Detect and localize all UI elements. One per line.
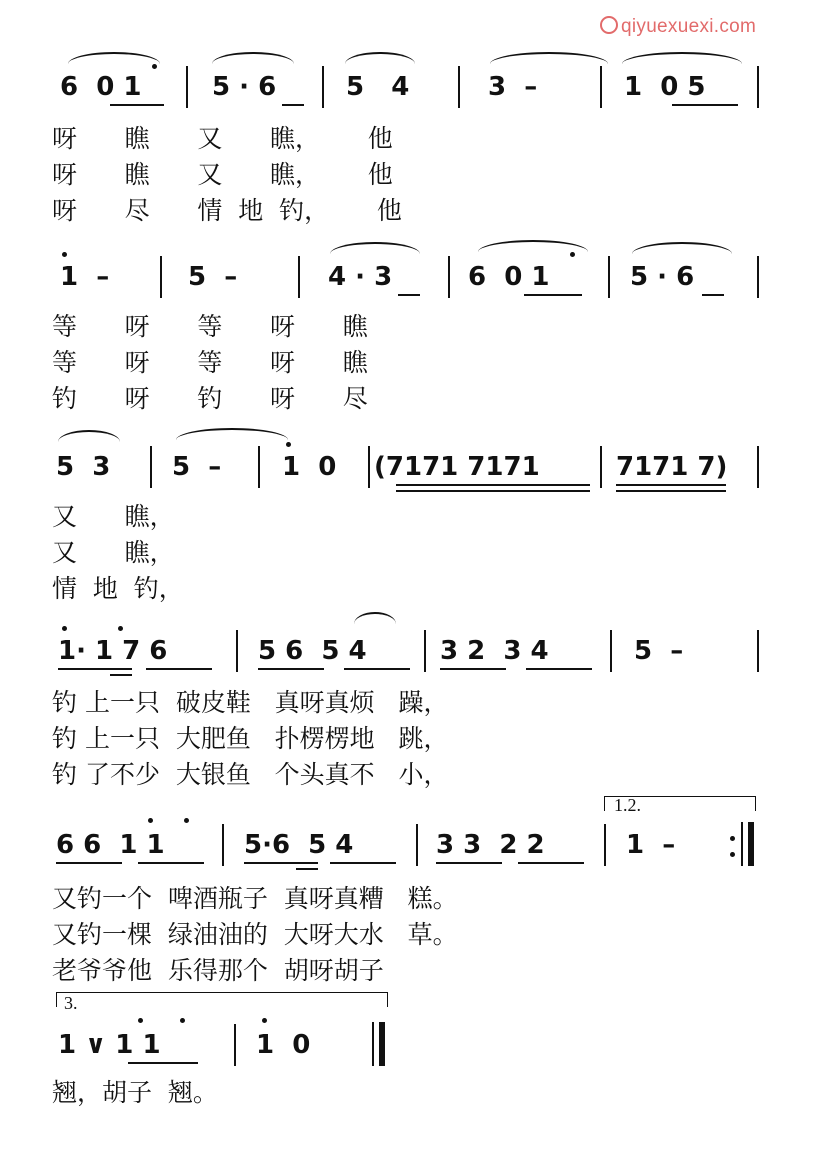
underline bbox=[128, 1062, 198, 1064]
measure: 5 – bbox=[188, 262, 238, 292]
barline bbox=[368, 446, 370, 488]
measure: 5 · 6 bbox=[630, 262, 695, 292]
measure: 7171 7) bbox=[616, 452, 728, 482]
tie bbox=[478, 240, 588, 252]
underline bbox=[282, 104, 304, 106]
underline bbox=[616, 490, 726, 492]
barline bbox=[236, 630, 238, 672]
octave-dot bbox=[148, 818, 153, 823]
final-barline bbox=[379, 1022, 385, 1066]
underline bbox=[526, 668, 592, 670]
lyric-line: 钓 呀 钓 呀 尽 bbox=[52, 384, 368, 413]
lyric-line: 又钓一棵 绿油油的 大呀大水 草。 bbox=[52, 920, 458, 949]
underline bbox=[672, 104, 738, 106]
tie bbox=[68, 52, 160, 64]
watermark: qiyuexuexi.com bbox=[600, 16, 756, 38]
underline bbox=[396, 484, 590, 486]
octave-dot bbox=[570, 252, 575, 257]
octave-dot bbox=[286, 442, 291, 447]
lyric-line: 又钓一个 啤酒瓶子 真呀真糟 糕。 bbox=[52, 884, 458, 913]
lyric-line: 呀 瞧 又 瞧， 他 bbox=[52, 160, 393, 189]
barline bbox=[757, 630, 759, 672]
octave-dot bbox=[262, 1018, 267, 1023]
lyric-line: 又 瞧， bbox=[52, 538, 175, 567]
lyric-line: 钓 上一只 破皮鞋 真呀真烦 躁， bbox=[52, 688, 449, 717]
tie bbox=[632, 242, 732, 254]
barline bbox=[150, 446, 152, 488]
lyric-line: 呀 瞧 又 瞧， 他 bbox=[52, 124, 393, 153]
barline bbox=[741, 822, 743, 866]
underline bbox=[398, 294, 420, 296]
barline bbox=[160, 256, 162, 298]
underline bbox=[436, 862, 502, 864]
lyric-line: 等 呀 等 呀 瞧 bbox=[52, 348, 368, 377]
underline bbox=[344, 668, 410, 670]
measure: 1 – bbox=[60, 262, 110, 292]
measure: 4 · 3 bbox=[328, 262, 393, 292]
underline bbox=[296, 868, 318, 870]
lyric-line: 翘，胡子 翘。 bbox=[52, 1078, 218, 1107]
barline bbox=[757, 256, 759, 298]
underline bbox=[244, 862, 318, 864]
underline bbox=[702, 294, 724, 296]
measure: 6 6 1 1 bbox=[56, 830, 165, 860]
volta-label: 1.2. bbox=[614, 795, 641, 815]
measure: 1 0 bbox=[256, 1030, 311, 1060]
repeat-dot bbox=[730, 836, 735, 841]
barline bbox=[600, 446, 602, 488]
tie bbox=[330, 242, 420, 254]
measure: 1· 1 7 6 bbox=[58, 636, 168, 666]
barline bbox=[258, 446, 260, 488]
measure: 1 0 bbox=[282, 452, 337, 482]
tie bbox=[212, 52, 294, 64]
measure: 3 2 3 4 bbox=[440, 636, 549, 666]
octave-dot bbox=[62, 252, 67, 257]
underline bbox=[110, 674, 132, 676]
measure: 3 – bbox=[488, 72, 538, 102]
barline bbox=[610, 630, 612, 672]
barline bbox=[322, 66, 324, 108]
measure: 6 0 1 bbox=[468, 262, 550, 292]
octave-dot bbox=[152, 64, 157, 69]
octave-dot bbox=[184, 818, 189, 823]
measure: 5 3 bbox=[56, 452, 111, 482]
measure: 5 6 5 4 bbox=[258, 636, 367, 666]
barline bbox=[604, 824, 606, 866]
underline bbox=[616, 484, 726, 486]
barline bbox=[298, 256, 300, 298]
logo-icon bbox=[600, 16, 618, 34]
volta-bracket bbox=[56, 992, 388, 1007]
barline bbox=[372, 1022, 374, 1066]
measure: 5 · 6 bbox=[212, 72, 277, 102]
final-barline bbox=[748, 822, 754, 866]
underline bbox=[146, 668, 212, 670]
octave-dot bbox=[180, 1018, 185, 1023]
volta-label: 3. bbox=[64, 993, 78, 1013]
lyric-line: 老爷爷他 乐得那个 胡呀胡子 bbox=[52, 956, 384, 985]
measure: 5 4 bbox=[346, 72, 410, 102]
underline bbox=[110, 104, 164, 106]
underline bbox=[518, 862, 584, 864]
repeat-dot bbox=[730, 852, 735, 857]
lyric-line: 等 呀 等 呀 瞧 bbox=[52, 312, 368, 341]
barline bbox=[234, 1024, 236, 1066]
measure: 3 3 2 2 bbox=[436, 830, 545, 860]
measure: 6 0 1 bbox=[60, 72, 142, 102]
lyric-line: 钓 上一只 大肥鱼 扑楞楞地 跳， bbox=[52, 724, 449, 753]
measure: (7171 7171 bbox=[374, 452, 540, 482]
measure: 1 – bbox=[626, 830, 676, 860]
underline bbox=[524, 294, 582, 296]
underline bbox=[440, 668, 506, 670]
octave-dot bbox=[138, 1018, 143, 1023]
tie bbox=[176, 428, 288, 440]
lyric-line: 钓 了不少 大银鱼 个头真不 小， bbox=[52, 760, 449, 789]
measure: 5·6 5 4 bbox=[244, 830, 354, 860]
lyric-line: 呀 尽 情 地 钓， 他 bbox=[52, 196, 402, 225]
tie bbox=[58, 430, 120, 442]
lyric-line: 情 地 钓， bbox=[52, 574, 184, 603]
octave-dot bbox=[118, 626, 123, 631]
measure: 5 – bbox=[172, 452, 222, 482]
measure: 1 0 5 bbox=[624, 72, 706, 102]
tie bbox=[622, 52, 742, 64]
underline bbox=[258, 668, 324, 670]
barline bbox=[222, 824, 224, 866]
barline bbox=[608, 256, 610, 298]
tie bbox=[354, 612, 396, 624]
tie bbox=[345, 52, 415, 64]
barline bbox=[186, 66, 188, 108]
underline bbox=[58, 668, 132, 670]
underline bbox=[330, 862, 396, 864]
barline bbox=[600, 66, 602, 108]
barline bbox=[424, 630, 426, 672]
barline bbox=[458, 66, 460, 108]
barline bbox=[416, 824, 418, 866]
underline bbox=[396, 490, 590, 492]
lyric-line: 又 瞧， bbox=[52, 502, 175, 531]
measure: 1 ∨ 1 1 bbox=[58, 1030, 161, 1060]
measure: 5 – bbox=[634, 636, 684, 666]
barline bbox=[757, 446, 759, 488]
underline bbox=[138, 862, 204, 864]
underline bbox=[56, 862, 122, 864]
tie bbox=[490, 52, 608, 64]
barline bbox=[448, 256, 450, 298]
octave-dot bbox=[62, 626, 67, 631]
barline bbox=[757, 66, 759, 108]
